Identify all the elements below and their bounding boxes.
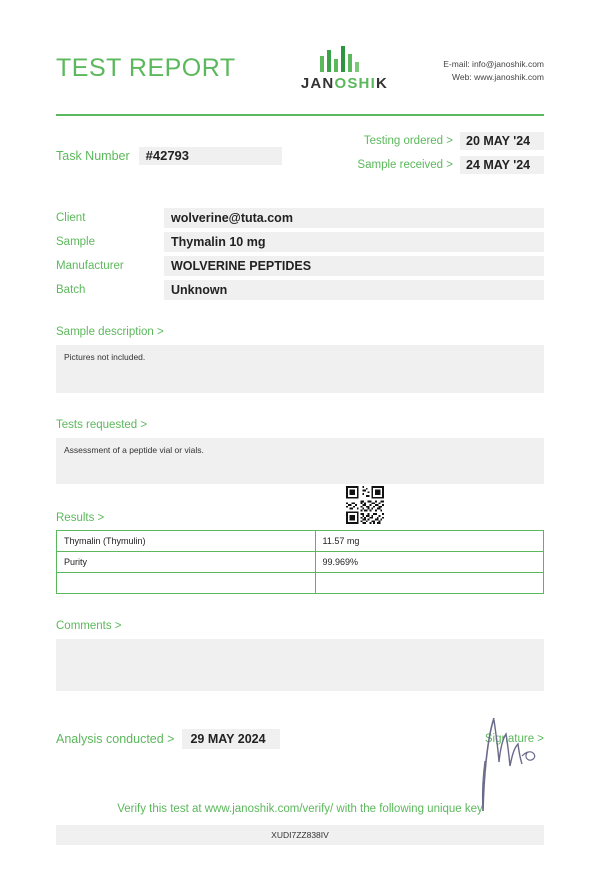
analysis-group (56, 729, 280, 749)
header-divider (56, 114, 544, 116)
result-name (57, 573, 316, 594)
sample-label: Sample (56, 236, 95, 248)
info-row (56, 208, 544, 228)
results-heading-row (56, 508, 544, 524)
brand-logo (301, 46, 388, 92)
unique-key-value: XUDI7ZZ838IV (56, 825, 544, 845)
sample-received-row (357, 156, 544, 174)
testing-ordered-value: 20 MAY '24 (460, 132, 544, 150)
result-name: Thymalin (Thymulin) (57, 531, 316, 552)
task-number-label: Task Number (56, 149, 130, 163)
batch-label: Batch (56, 284, 86, 296)
signature-icon (474, 716, 544, 816)
batch-value: Unknown (164, 280, 544, 300)
info-row (56, 280, 544, 300)
janoshik-logo-icon (314, 46, 374, 72)
analysis-conducted-value: 29 MAY 2024 (182, 729, 280, 749)
testing-ordered-row (357, 132, 544, 150)
contact-email: E-mail: info@janoshik.com (443, 59, 544, 69)
table-row (57, 552, 544, 573)
result-value: 11.57 mg (315, 531, 544, 552)
sample-info-block (56, 208, 544, 300)
comments-heading: Comments > (56, 620, 122, 632)
results-heading: Results > (56, 512, 105, 524)
qr-code-icon (346, 486, 384, 524)
manufacturer-label: Manufacturer (56, 260, 124, 272)
page-title: TEST REPORT (56, 54, 236, 82)
result-value (315, 573, 544, 594)
info-row (56, 256, 544, 276)
brand-name-part1: JAN (300, 75, 335, 92)
testing-ordered-label: Testing ordered > (363, 135, 453, 147)
comments-box (56, 639, 544, 691)
sample-description-heading: Sample description > (56, 326, 164, 338)
task-number-value: #42793 (139, 147, 282, 165)
signature-label: Signature > (484, 733, 544, 745)
client-label: Client (56, 212, 86, 224)
signature-image (474, 716, 544, 816)
client-value: wolverine@tuta.com (164, 208, 544, 228)
brand-name-part2: OSHI (334, 75, 376, 92)
verify-text: Verify this test at www.janoshik.com/verify/ with the following unique key (117, 803, 483, 815)
analysis-row (56, 729, 544, 749)
contact-web: Web: www.janoshik.com (452, 71, 544, 82)
contact-info (443, 58, 544, 84)
result-value: 99.969% (315, 552, 544, 573)
manufacturer-value: WOLVERINE PEPTIDES (164, 256, 544, 276)
report-header (56, 0, 544, 92)
task-number-group (56, 132, 282, 180)
analysis-conducted-label: Analysis conducted > (56, 732, 175, 746)
brand-name-part3: K (375, 75, 388, 92)
table-row (57, 531, 544, 552)
result-name: Purity (57, 552, 316, 573)
tests-requested-box: Assessment of a peptide vial or vials. (56, 438, 544, 484)
brand-name (301, 75, 388, 92)
dates-group (357, 132, 544, 180)
info-row (56, 232, 544, 252)
sample-received-value: 24 MAY '24 (460, 156, 544, 174)
tests-requested-heading: Tests requested > (56, 419, 148, 431)
table-row (57, 573, 544, 594)
results-table (56, 530, 544, 594)
sample-value: Thymalin 10 mg (164, 232, 544, 252)
task-row (56, 132, 544, 180)
sample-description-box: Pictures not included. (56, 345, 544, 393)
sample-received-label: Sample received > (357, 159, 453, 171)
